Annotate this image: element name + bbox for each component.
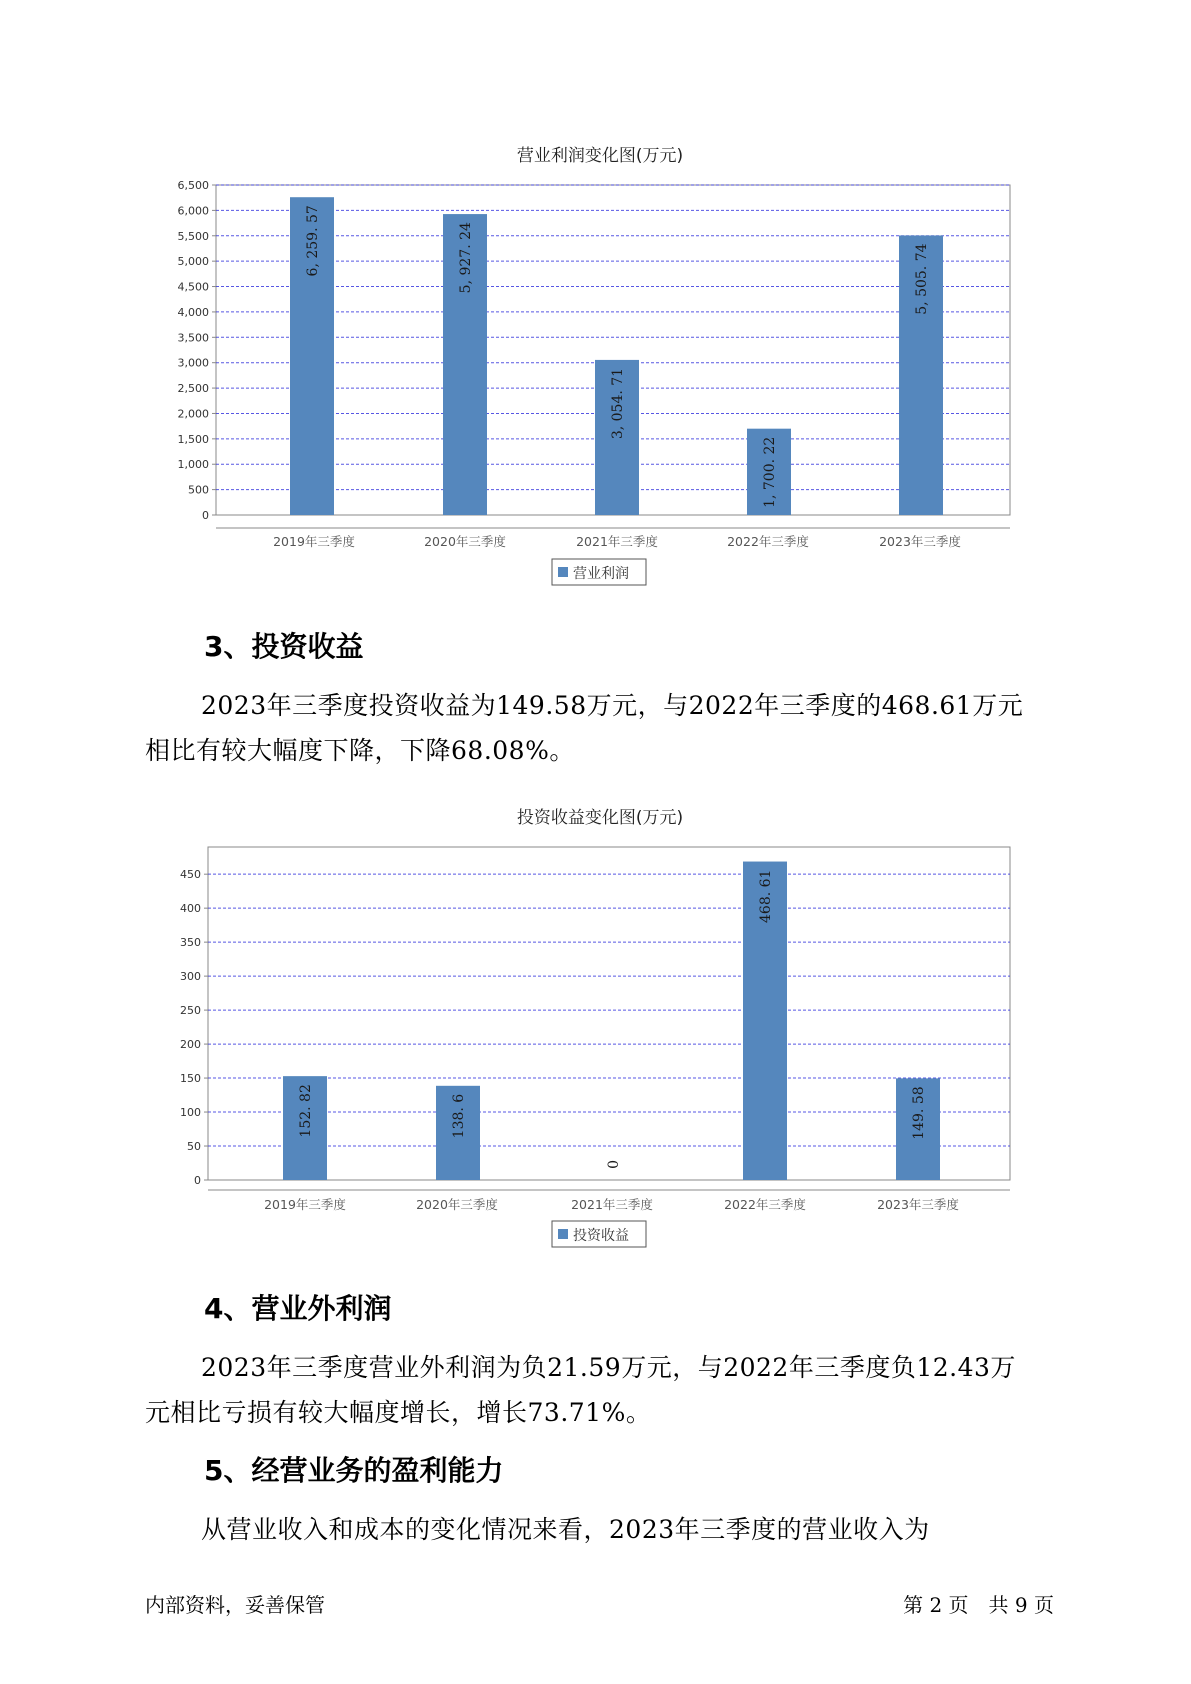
paragraph-line: 2023年三季度投资收益为149.58万元，与2022年三季度的468.61万元 [201, 691, 1024, 720]
y-tick-label: 2,500 [177, 382, 209, 396]
chart-title: 营业利润变化图(万元) [516, 146, 684, 166]
legend [552, 1221, 646, 1247]
category-label: 2023年三季度 [879, 534, 961, 549]
y-tick-label: 0 [194, 1174, 201, 1187]
paragraph-line: 从营业收入和成本的变化情况来看，2023年三季度的营业收入为 [201, 1515, 930, 1544]
section-paragraph [145, 1507, 1045, 1552]
footer-page-number: 第 2 页 共 9 页 [903, 1593, 1054, 1617]
section-heading-investment-income: 3、投资收益 [204, 630, 364, 663]
paragraph-line: 2023年三季度营业外利润为负21.59万元，与2022年三季度负12.43万 [201, 1353, 1016, 1382]
data-label: 5, 505. 74 [914, 243, 930, 315]
plot-area [208, 847, 1010, 1180]
section-paragraph [145, 683, 1045, 773]
category-label: 2021年三季度 [576, 534, 658, 549]
footer-confidential-note: 内部资料，妥善保管 [145, 1593, 325, 1617]
data-label: 6, 259. 57 [305, 205, 321, 277]
y-axis-ticks [180, 868, 208, 1187]
chart-title: 投资收益变化图(万元) [516, 808, 684, 828]
category-label: 2020年三季度 [416, 1197, 498, 1212]
data-label: 3, 054. 71 [610, 367, 626, 440]
y-tick-label: 300 [180, 970, 201, 984]
data-label: 0 [606, 1160, 622, 1169]
category-label: 2022年三季度 [727, 534, 809, 549]
y-tick-label: 4,500 [177, 280, 209, 294]
y-tick-label: 500 [188, 483, 209, 497]
category-label: 2020年三季度 [424, 534, 506, 549]
y-tick-label: 4,000 [177, 305, 209, 319]
section-heading-non-operating-profit: 4、营业外利润 [204, 1292, 392, 1325]
y-tick-label: 250 [180, 1004, 201, 1018]
y-tick-label: 3,000 [177, 356, 209, 370]
y-tick-label: 6,000 [177, 204, 209, 218]
section-paragraph [145, 1345, 1045, 1435]
legend-label: 营业利润 [573, 566, 629, 582]
category-labels [264, 1197, 959, 1212]
y-tick-label: 1,500 [177, 432, 209, 446]
y-tick-label: 150 [180, 1072, 201, 1086]
y-tick-label: 50 [187, 1140, 201, 1154]
data-label: 138. 6 [451, 1093, 467, 1139]
data-label: 468. 61 [758, 869, 774, 923]
category-label: 2019年三季度 [264, 1197, 346, 1212]
legend-label: 投资收益 [573, 1228, 629, 1244]
y-tick-label: 2,000 [177, 407, 209, 421]
y-tick-label: 400 [180, 902, 201, 916]
y-tick-label: 6,500 [177, 179, 209, 192]
y-tick-label: 5,000 [177, 255, 209, 269]
y-tick-label: 200 [180, 1038, 201, 1052]
category-label: 2023年三季度 [877, 1197, 959, 1212]
y-tick-label: 100 [180, 1106, 201, 1120]
y-tick-label: 1,000 [177, 458, 209, 472]
section-heading-profitability: 5、经营业务的盈利能力 [204, 1454, 504, 1487]
y-tick-label: 450 [180, 868, 201, 882]
y-tick-label: 3,500 [177, 331, 209, 345]
y-tick-label: 5,500 [177, 229, 209, 243]
y-tick-label: 350 [180, 936, 201, 950]
paragraph-line: 元相比亏损有较大幅度增长，增长73.71%。 [145, 1398, 652, 1427]
category-label: 2019年三季度 [273, 534, 355, 549]
category-label: 2021年三季度 [571, 1197, 653, 1212]
legend-swatch [558, 1229, 568, 1239]
data-label: 5, 927. 24 [458, 222, 474, 294]
data-label: 149. 58 [911, 1086, 927, 1140]
data-label: 1, 700. 22 [762, 436, 778, 508]
data-label: 152. 82 [298, 1084, 314, 1138]
y-tick-label: 0 [202, 509, 209, 522]
category-label: 2022年三季度 [724, 1197, 806, 1212]
paragraph-line: 相比有较大幅度下降，下降68.08%。 [145, 736, 575, 765]
